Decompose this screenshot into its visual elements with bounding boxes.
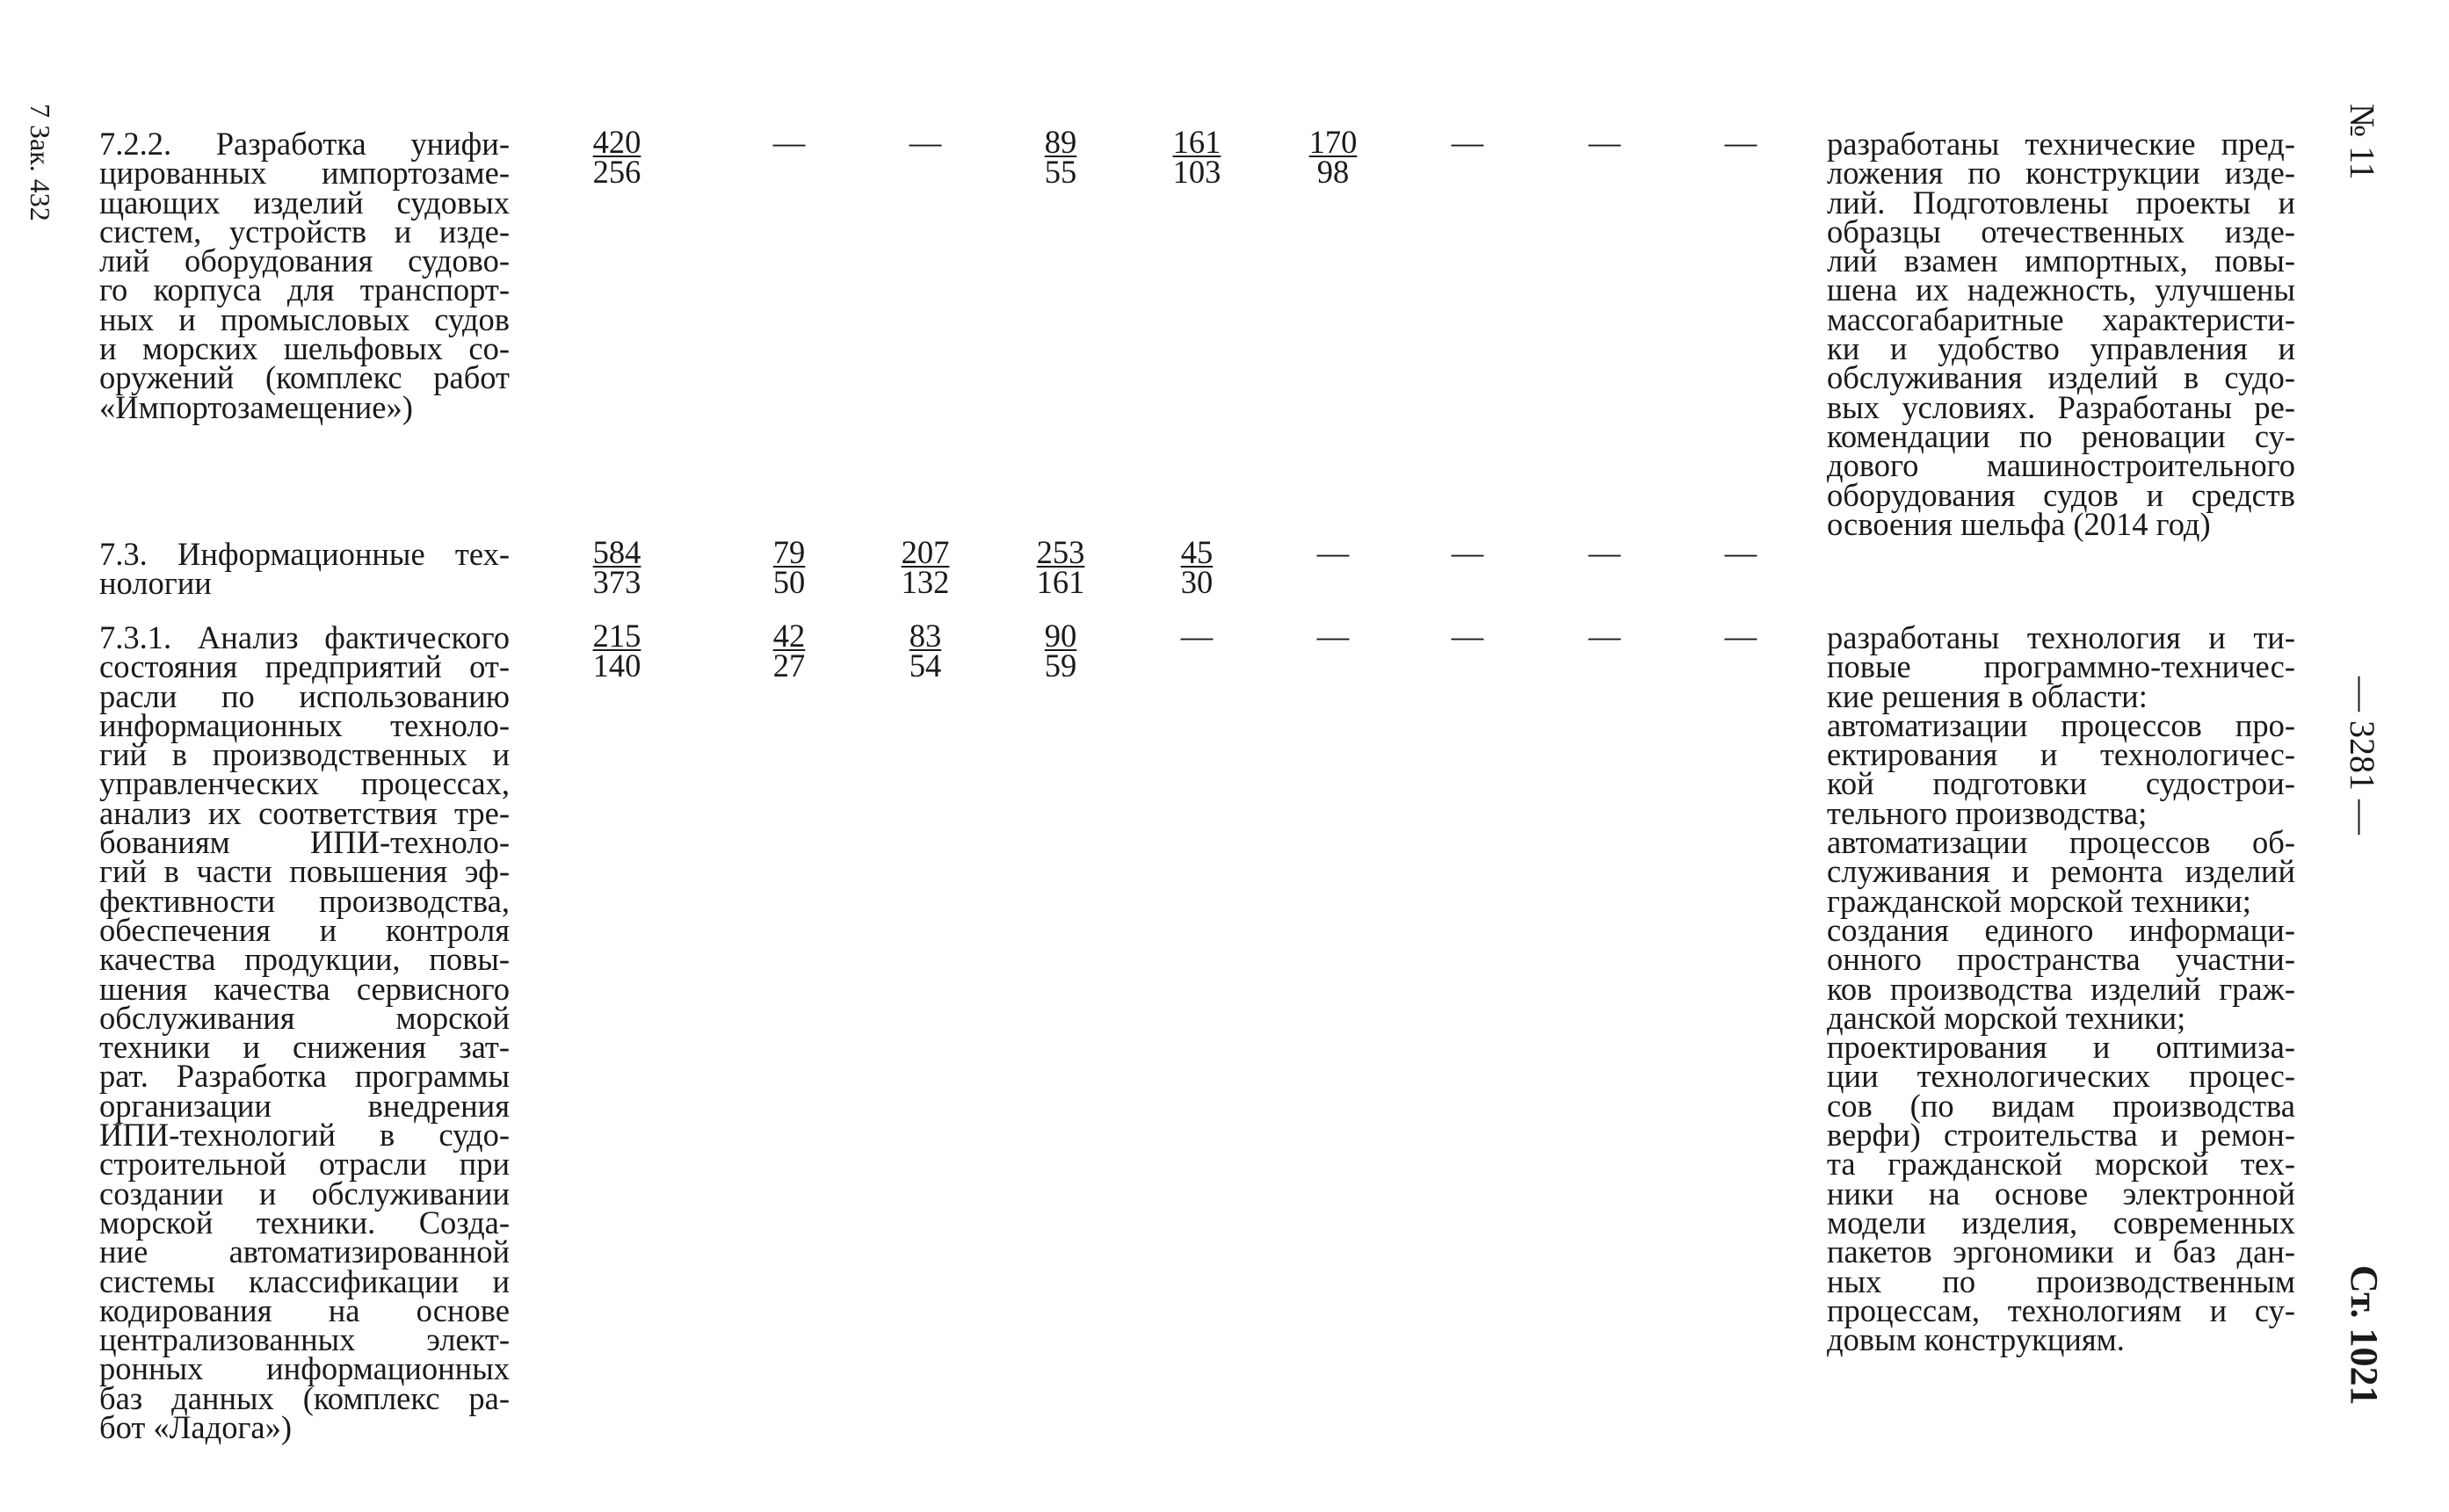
fraction-numerator: 253 xyxy=(1036,534,1085,570)
fraction-cell xyxy=(564,124,670,190)
description-line: ИПИ-технологий в судо- xyxy=(99,1117,510,1154)
dash-mark: — xyxy=(1316,534,1350,570)
empty-cell-dash xyxy=(1415,124,1520,160)
dash-mark: — xyxy=(772,124,806,160)
fraction-denominator: 59 xyxy=(1044,647,1077,684)
description-line: управленческих процессах, xyxy=(99,765,510,802)
empty-cell-dash xyxy=(873,124,978,160)
margin-page-number: — 3281 — xyxy=(2343,676,2382,835)
fraction-denominator: 161 xyxy=(1036,564,1085,600)
fraction-cell xyxy=(1280,124,1386,190)
empty-cell-dash xyxy=(1144,618,1250,654)
row-result xyxy=(1827,619,2295,1358)
result-line: шена их надежность, улучшены xyxy=(1827,271,2295,308)
result-line: автоматизации процессов про- xyxy=(1827,706,2295,743)
fraction-denominator: 55 xyxy=(1044,154,1077,190)
description-line: ние автоматизированной xyxy=(99,1233,510,1270)
result-line: создания единого информаци- xyxy=(1827,911,2295,948)
result-line: оборудования судов и средств xyxy=(1827,476,2295,513)
fraction-cell xyxy=(736,534,842,600)
row-description xyxy=(99,126,510,425)
result-line: вых условиях. Разработаны ре- xyxy=(1827,388,2295,425)
description-line: состояния предприятий от- xyxy=(99,648,510,685)
fraction-denominator: 103 xyxy=(1172,154,1221,190)
empty-cell-dash xyxy=(1280,534,1386,570)
dash-mark: — xyxy=(1588,124,1621,160)
empty-cell-dash xyxy=(1280,618,1386,654)
fraction-denominator: 132 xyxy=(901,564,950,600)
dash-mark: — xyxy=(1724,618,1757,654)
dash-mark: — xyxy=(1724,534,1757,570)
fraction-numerator: 79 xyxy=(772,534,806,570)
result-line: ных по производственным xyxy=(1827,1262,2295,1299)
fraction-numerator: 584 xyxy=(592,534,641,570)
result-line: пакетов эргономики и баз дан- xyxy=(1827,1233,2295,1270)
description-line: фективности производства, xyxy=(99,882,510,919)
empty-cell-dash xyxy=(1688,534,1793,570)
result-line: онного пространства участни- xyxy=(1827,941,2295,978)
fraction-denominator: 98 xyxy=(1316,154,1350,190)
description-line: го корпуса для транспорт- xyxy=(99,271,510,308)
result-line: лий. Подготовлены проекты и xyxy=(1827,184,2295,221)
dash-mark: — xyxy=(1451,534,1484,570)
result-line: модели изделия, современных xyxy=(1827,1204,2295,1241)
description-line: ных и промысловых судов xyxy=(99,300,510,337)
description-line: техники и снижения зат- xyxy=(99,1029,510,1066)
margin-issue-number: № 11 xyxy=(2343,104,2382,180)
fraction-cell xyxy=(564,534,670,600)
dash-mark: — xyxy=(909,124,942,160)
fraction-numerator: 170 xyxy=(1308,124,1358,160)
empty-cell-dash xyxy=(1552,618,1657,654)
description-line: «Импортозамещение») xyxy=(99,388,413,425)
row-result xyxy=(1827,126,2295,542)
result-line: процессам, технологиям и су- xyxy=(1827,1291,2295,1328)
result-line: обслуживания изделий в судо- xyxy=(1827,359,2295,396)
result-line: ектирования и технологичес- xyxy=(1827,736,2295,773)
result-line: лий взамен импортных, повы- xyxy=(1827,242,2295,279)
fraction-numerator: 90 xyxy=(1044,618,1077,654)
result-line: ки и удобство управления и xyxy=(1827,330,2295,367)
description-line: анализ их соответствия тре- xyxy=(99,794,510,831)
description-line: щающих изделий судовых xyxy=(99,184,510,221)
description-line: 7.2.2. Разработка унифи- xyxy=(99,126,510,162)
result-line: ложения по конструкции изде- xyxy=(1827,155,2295,192)
fraction-numerator: 83 xyxy=(909,618,942,654)
result-line: повые программно-техничес- xyxy=(1827,648,2295,685)
empty-cell-dash xyxy=(1688,618,1793,654)
description-line: обеспечения и контроля xyxy=(99,911,510,948)
description-line: оружений (комплекс работ xyxy=(99,359,510,396)
empty-cell-dash xyxy=(1688,124,1793,160)
result-line: сов (по видам производства xyxy=(1827,1087,2295,1124)
dash-mark: — xyxy=(1724,124,1757,160)
empty-cell-dash xyxy=(736,124,842,160)
description-line: 7.3.1. Анализ фактического xyxy=(99,619,510,655)
result-line: разработаны технические пред- xyxy=(1827,126,2295,162)
fraction-cell xyxy=(1144,124,1250,190)
fraction-numerator: 42 xyxy=(772,618,806,654)
description-line: информационных техноло- xyxy=(99,706,510,743)
fraction-denominator: 256 xyxy=(592,154,641,190)
dash-mark: — xyxy=(1588,534,1621,570)
fraction-numerator: 420 xyxy=(592,124,641,160)
description-line: строительной отрасли при xyxy=(99,1146,510,1183)
description-line: системы классификации и xyxy=(99,1262,510,1299)
row-description xyxy=(99,536,510,602)
description-line: централизованных элект- xyxy=(99,1321,510,1358)
result-line: тельного производства; xyxy=(1827,794,2148,831)
fraction-denominator: 54 xyxy=(909,647,942,684)
result-line: ции технологических процес- xyxy=(1827,1058,2295,1095)
result-line: массогабаритные характеристи- xyxy=(1827,300,2295,337)
fraction-cell xyxy=(736,618,842,684)
description-line: рат. Разработка программы xyxy=(99,1058,510,1095)
description-line: расли по использованию xyxy=(99,677,510,714)
fraction-cell xyxy=(873,534,978,600)
result-line: ники на основе электронной xyxy=(1827,1175,2295,1212)
fraction-cell xyxy=(564,618,670,684)
result-line: освоения шельфа (2014 год) xyxy=(1827,505,2211,542)
result-line: довым конструкциям. xyxy=(1827,1321,2125,1358)
fraction-denominator: 30 xyxy=(1180,564,1214,600)
result-line: ков производства изделий граж- xyxy=(1827,970,2295,1007)
result-line: проектирования и оптимиза- xyxy=(1827,1029,2295,1066)
empty-cell-dash xyxy=(1415,618,1520,654)
result-line: дового машиностроительного xyxy=(1827,447,2295,484)
description-line: обслуживания морской xyxy=(99,999,510,1036)
description-line: бот «Ладога») xyxy=(99,1409,293,1446)
result-line: комендации по реновации су- xyxy=(1827,417,2295,454)
dash-mark: — xyxy=(1451,618,1484,654)
fraction-cell xyxy=(1008,534,1113,600)
result-line: данской морской техники; xyxy=(1827,999,2186,1036)
fraction-numerator: 45 xyxy=(1180,534,1214,570)
description-line: систем, устройств и изде- xyxy=(99,213,510,250)
row-description xyxy=(99,619,510,1446)
result-line: та гражданской морской тех- xyxy=(1827,1146,2295,1183)
margin-article-number: Ст. 1021 xyxy=(2343,1265,2386,1406)
fraction-numerator: 161 xyxy=(1172,124,1221,160)
description-line: шения качества сервисного xyxy=(99,970,510,1007)
empty-cell-dash xyxy=(1415,534,1520,570)
description-line: организации внедрения xyxy=(99,1087,510,1124)
result-line: разработаны технология и ти- xyxy=(1827,619,2295,655)
result-line: кие решения в области: xyxy=(1827,677,2148,714)
description-line: кодирования на основе xyxy=(99,1291,510,1328)
fraction-numerator: 89 xyxy=(1044,124,1077,160)
description-line: морской техники. Созда- xyxy=(99,1204,510,1241)
result-line: верфи) строительства и ремон- xyxy=(1827,1117,2295,1154)
result-line: гражданской морской техники; xyxy=(1827,882,2251,919)
fraction-cell xyxy=(873,618,978,684)
fraction-denominator: 140 xyxy=(592,647,641,684)
dash-mark: — xyxy=(1451,124,1484,160)
description-line: качества продукции, повы- xyxy=(99,941,510,978)
description-line: ронных информационных xyxy=(99,1350,510,1387)
description-line: создании и обслуживании xyxy=(99,1175,510,1212)
fraction-denominator: 27 xyxy=(772,647,806,684)
fraction-numerator: 215 xyxy=(592,618,641,654)
fraction-cell xyxy=(1008,618,1113,684)
result-line: служивания и ремонта изделий xyxy=(1827,853,2295,890)
result-line: образцы отечественных изде- xyxy=(1827,213,2295,250)
fraction-denominator: 50 xyxy=(772,564,806,600)
description-line: гий в производственных и xyxy=(99,736,510,773)
description-line: цированных импортозаме- xyxy=(99,155,510,192)
result-line: автоматизации процессов об- xyxy=(1827,824,2295,861)
description-line: гий в части повышения эф- xyxy=(99,853,510,890)
margin-left-note: 7 Зак. 432 xyxy=(25,104,56,221)
dash-mark: — xyxy=(1180,618,1214,654)
empty-cell-dash xyxy=(1552,534,1657,570)
empty-cell-dash xyxy=(1552,124,1657,160)
fraction-cell xyxy=(1144,534,1250,600)
description-line: баз данных (комплекс ра- xyxy=(99,1379,510,1416)
description-line: 7.3. Информационные тех- xyxy=(99,536,510,572)
description-line: и морских шельфовых со- xyxy=(99,330,510,367)
description-line: бованиям ИПИ-техноло- xyxy=(99,824,510,861)
description-line: лий оборудования судово- xyxy=(99,242,510,279)
fraction-cell xyxy=(1008,124,1113,190)
result-line: кой подготовки судострои- xyxy=(1827,765,2295,802)
fraction-numerator: 207 xyxy=(901,534,950,570)
fraction-denominator: 373 xyxy=(592,564,641,600)
dash-mark: — xyxy=(1588,618,1621,654)
description-line: нологии xyxy=(99,565,212,602)
dash-mark: — xyxy=(1316,618,1350,654)
